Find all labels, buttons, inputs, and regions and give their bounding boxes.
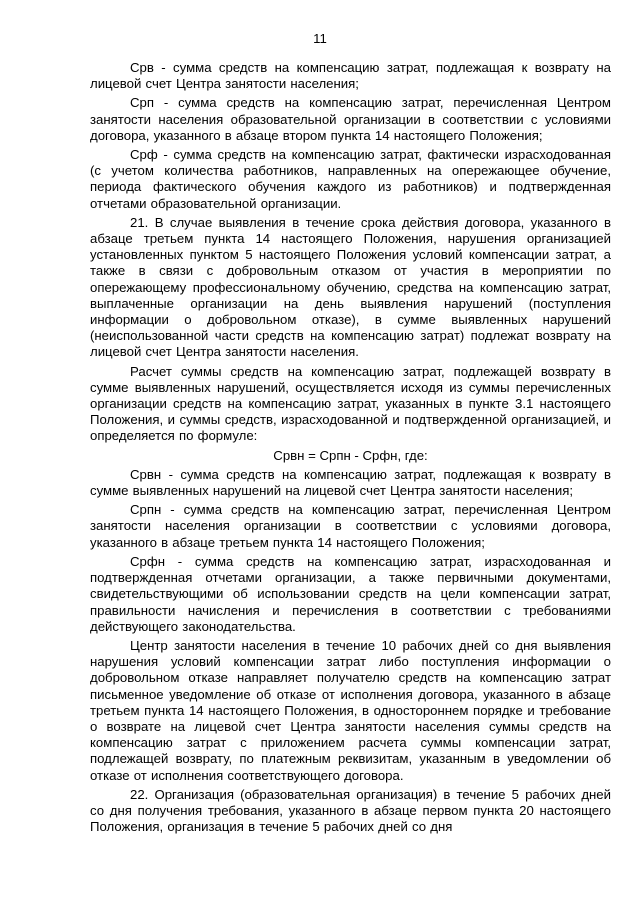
paragraph-srfn-definition: Срфн - сумма средств на компенсацию затрат, израсходованная и подтвержденная отчетами организации, а также первичными документами, свидетельствующими об использовании средств на цели компенсации затрат, правильности начисления и перечисления в соответствии с требованиями действующего законодательства. xyxy=(90,553,611,634)
document-body xyxy=(90,60,611,838)
paragraph-calculation-method: Расчет суммы средств на компенсацию затрат, подлежащей возврату в сумме выявленных нарушений, осуществляется исходя из суммы перечисленных организации средств на компенсацию затрат, указанных в пункте 3.1 настоящего Положения, и суммы средств, израсходованной и подтвержденной организацией, и определяется по формуле: xyxy=(90,363,611,444)
paragraph-srv-definition: Срв - сумма средств на компенсацию затрат, подлежащая к возврату на лицевой счет Центра занятости населения; xyxy=(90,60,611,92)
paragraph-srf-definition: Срф - сумма средств на компенсацию затрат, фактически израсходованная (с учетом количества работников, направленных на опережающее обучение, периода фактического обучения каждого из работников) и подтвержденная отчетами образовательной организации. xyxy=(90,147,611,211)
paragraph-clause-22: 22. Организация (образовательная организация) в течение 5 рабочих дней со дня получения требования, указанного в абзаце первом пункта 20 настоящего Положения, организация в течение 5 рабочих дней со дня xyxy=(90,786,611,835)
paragraph-srvn-definition: Срвн - сумма средств на компенсацию затрат, подлежащая к возврату в сумме выявленных нарушений на лицевой счет Центра занятости населения; xyxy=(90,466,611,499)
paragraph-srp-definition: Срп - сумма средств на компенсацию затрат, перечисленная Центром занятости населения образовательной организации в соответствии с условиями договора, указанного в абзаце втором пункта 14 настоящего Положения; xyxy=(90,95,611,143)
paragraph-employment-center-notice: Центр занятости населения в течение 10 рабочих дней со дня выявления нарушения условий компенсации затрат либо поступления информации о добровольном отказе направляет получателю средств на компенсацию затрат письменное уведомление об отказе от исполнения договора, указанного в абзаце третьем пункта 14 настоящего Положения, в одностороннем порядке и требование о возврате на лицевой счет Центра занятости населения суммы средств на компенсацию затрат с приложением расчета суммы компенсации затрат, подлежащей возврату, по платежным реквизитам, указанным в уведомлении об отказе от исполнения соответствующего договора. xyxy=(90,637,611,783)
page-number: 11 xyxy=(313,31,327,46)
paragraph-srpn-definition: Српн - сумма средств на компенсацию затрат, перечисленная Центром занятости населения организации в соответствии с условиями договора, указанного в абзаце третьем пункта 14 настоящего Положения; xyxy=(90,502,611,550)
formula-srvn: Срвн = Српн - Срфн, где: xyxy=(273,447,428,463)
paragraph-clause-21: 21. В случае выявления в течение срока действия договора, указанного в абзаце третьем пункта 14 настоящего Положения, нарушения организацией установленных пунктом 5 настоящего Положения условий компенсации затрат, а также в связи с добровольным отказом от участия в мероприятии по опережающему профессиональному обучению, средства на компенсацию затрат, выплаченные организации на день выявления нарушений (поступления информации о добровольном отказе), в сумме выявленных нарушений (неиспользованной части средств на компенсацию затрат) подлежат возврату на лицевой счет Центра занятости населения. xyxy=(90,214,611,360)
